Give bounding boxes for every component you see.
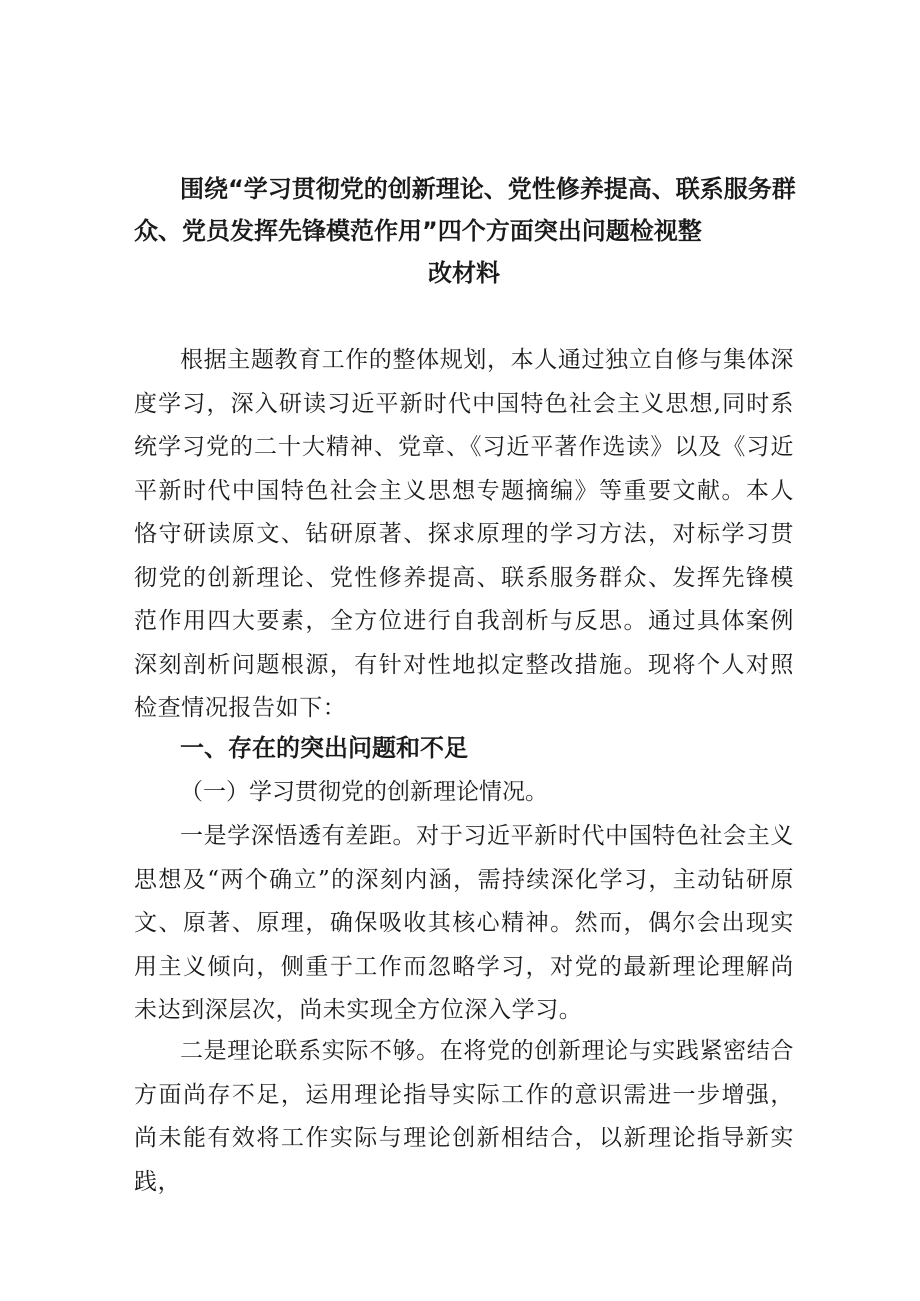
section-heading: 一、存在的突出问题和不足 bbox=[180, 734, 468, 762]
intro-section bbox=[134, 339, 794, 731]
title-line-3: 改材料 bbox=[428, 259, 500, 287]
paragraph-one-section bbox=[134, 815, 794, 1033]
document-title bbox=[134, 168, 794, 294]
title-line-2: 众、党员发挥先锋模范作用”四个方面突出问题检视整 bbox=[134, 217, 702, 245]
paragraph-two: 二是理论联系实际不够。在将党的创新理论与实践紧密结合方面尚存不足，运用理论指导实际工作的意识需进一步增强，尚未能有效将工作实际与理论创新相结合，以新理论指导新实践， bbox=[134, 1038, 794, 1195]
subsection-heading: （一）学习贯彻党的创新理论情况。 bbox=[180, 779, 548, 805]
paragraph-one: 一是学深悟透有差距。对于习近平新时代中国特色社会主义思想及“两个确立”的深刻内涵，需持续深化学习，主动钻研原文、原著、原理，确保吸收其核心精神。然而，偶尔会出现实用主义倾向，侧重于工作而忽略学习，对党的最新理论理解尚未达到深层次，尚未实现全方位深入学习。 bbox=[134, 823, 794, 1023]
paragraph-two-section bbox=[134, 1030, 794, 1204]
intro-paragraph: 根据主题教育工作的整体规划，本人通过独立自修与集体深度学习，深入研读习近平新时代中国特色社会主义思想,同时系统学习党的二十大精神、党章、《习近平著作选读》以及《习近平新时代中国特色社会主义思想专题摘编》等重要文献。本人恪守研读原文、钻研原著、探求原理的学习方法，对标学习贯彻党的创新理论、党性修养提高、联系服务群众、发挥先锋模范作用四大要素，全方位进行自我剖析与反思。通过具体案例深刻剖析问题根源，有针对性地拟定整改措施。现将个人对照检查情况报告如下： bbox=[134, 347, 794, 721]
title-line-1: 围绕“学习贯彻党的创新理论、党性修养提高、联系服务群 bbox=[180, 175, 796, 203]
